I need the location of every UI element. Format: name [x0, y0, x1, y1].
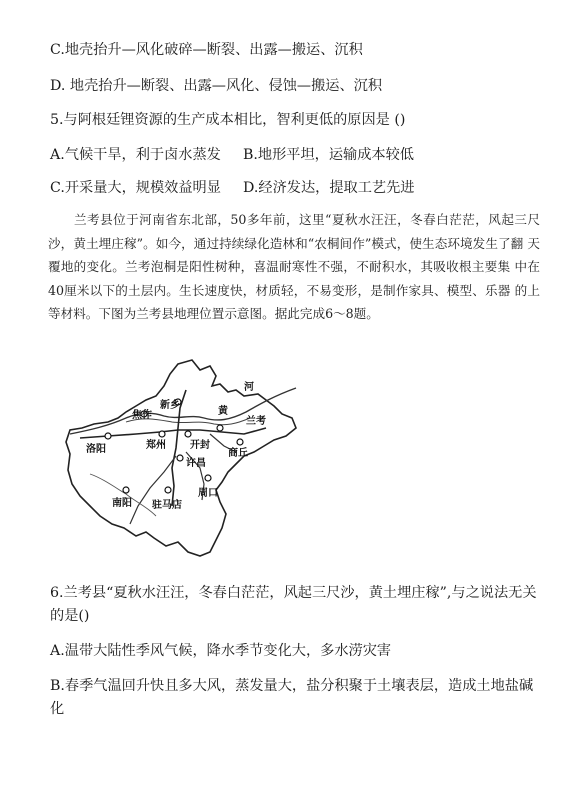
label-lankao: 兰考 [246, 416, 266, 427]
lankao-location-map [60, 356, 300, 561]
lankao-marker [217, 425, 223, 431]
label-xuchang: 许昌 [186, 458, 206, 469]
luoyang-marker [105, 433, 111, 439]
shangqiu-marker [237, 439, 243, 445]
question-5-option-d: D.经济发达，提取工艺先进 [243, 180, 415, 196]
label-kaifeng: 开封 [190, 440, 210, 451]
lankao-passage: 兰考县位于河南省东北部，50多年前，这里“夏秋水汪汪，冬春白茫茫，风起三尺 沙，黄土埋庄稼”。如今，通过持续绿化造林和“农桐间作”模式，使生态环境发生了翻 天覆地的变化。兰考泡桐是阳性树种，喜温耐寒性不强，不耐积水，其吸收根主要集 中在40厘米以下的土层内。生长速度快，材质轻，不易变形，是制作家具、模型、乐器 的上等材料。下图为兰考县地理位置示意图。据此完成6～8题。 [48, 212, 540, 322]
label-xinxiang: 新乡 [160, 400, 180, 411]
label-jiaozuo: 焦作 [132, 410, 152, 421]
yellow-river [70, 388, 296, 434]
zhoukou-marker [205, 475, 211, 481]
label-zhoukou: 周口 [198, 488, 218, 499]
option-d-line: D. 地壳抬升—断裂、出露—风化、侵蚀—搬运、沉积 [50, 78, 383, 94]
label-zhengzhou: 郑州 [146, 440, 166, 451]
kaifeng-marker [185, 431, 191, 437]
southern-river [90, 474, 156, 516]
zhumadian-marker [165, 487, 171, 493]
xuchang-marker [177, 455, 183, 461]
question-5-stem: 5.与阿根廷锂资源的生产成本相比，智利更低的原因是 () [50, 112, 406, 128]
label-shangqiu: 商丘 [228, 448, 248, 459]
question-6-option-a: A.温带大陆性季风气候，降水季节变化大，多水涝灾害 [50, 643, 392, 659]
question-5-option-a: A.气候干旱，利于卤水蒸发 [50, 147, 221, 163]
question-5-option-c: C.开采量大，规模效益明显 [50, 180, 221, 196]
zhengzhou-marker [159, 431, 165, 437]
label-luoyang: 洛阳 [86, 444, 106, 455]
label-he: 河 [244, 382, 254, 393]
label-nanyang: 南阳 [112, 498, 132, 509]
question-6-option-b: B.春季气温回升快且多大风，蒸发量大，盐分积聚于土壤表层，造成土地盐碱化 [50, 678, 534, 717]
question-6-stem: 6.兰考县“夏秋水汪汪，冬春白茫茫，风起三尺沙，黄土埋庄稼”,与之说法无关的是() [50, 585, 537, 624]
question-5-option-b: B.地形平坦，运输成本较低 [243, 147, 414, 163]
option-c-line: C.地壳抬升—风化破碎—断裂、出露—搬运、沉积 [50, 42, 363, 58]
label-huang: 黄 [218, 406, 228, 417]
nanyang-marker [123, 487, 129, 493]
label-zhumadian: 驻马店 [152, 500, 182, 511]
